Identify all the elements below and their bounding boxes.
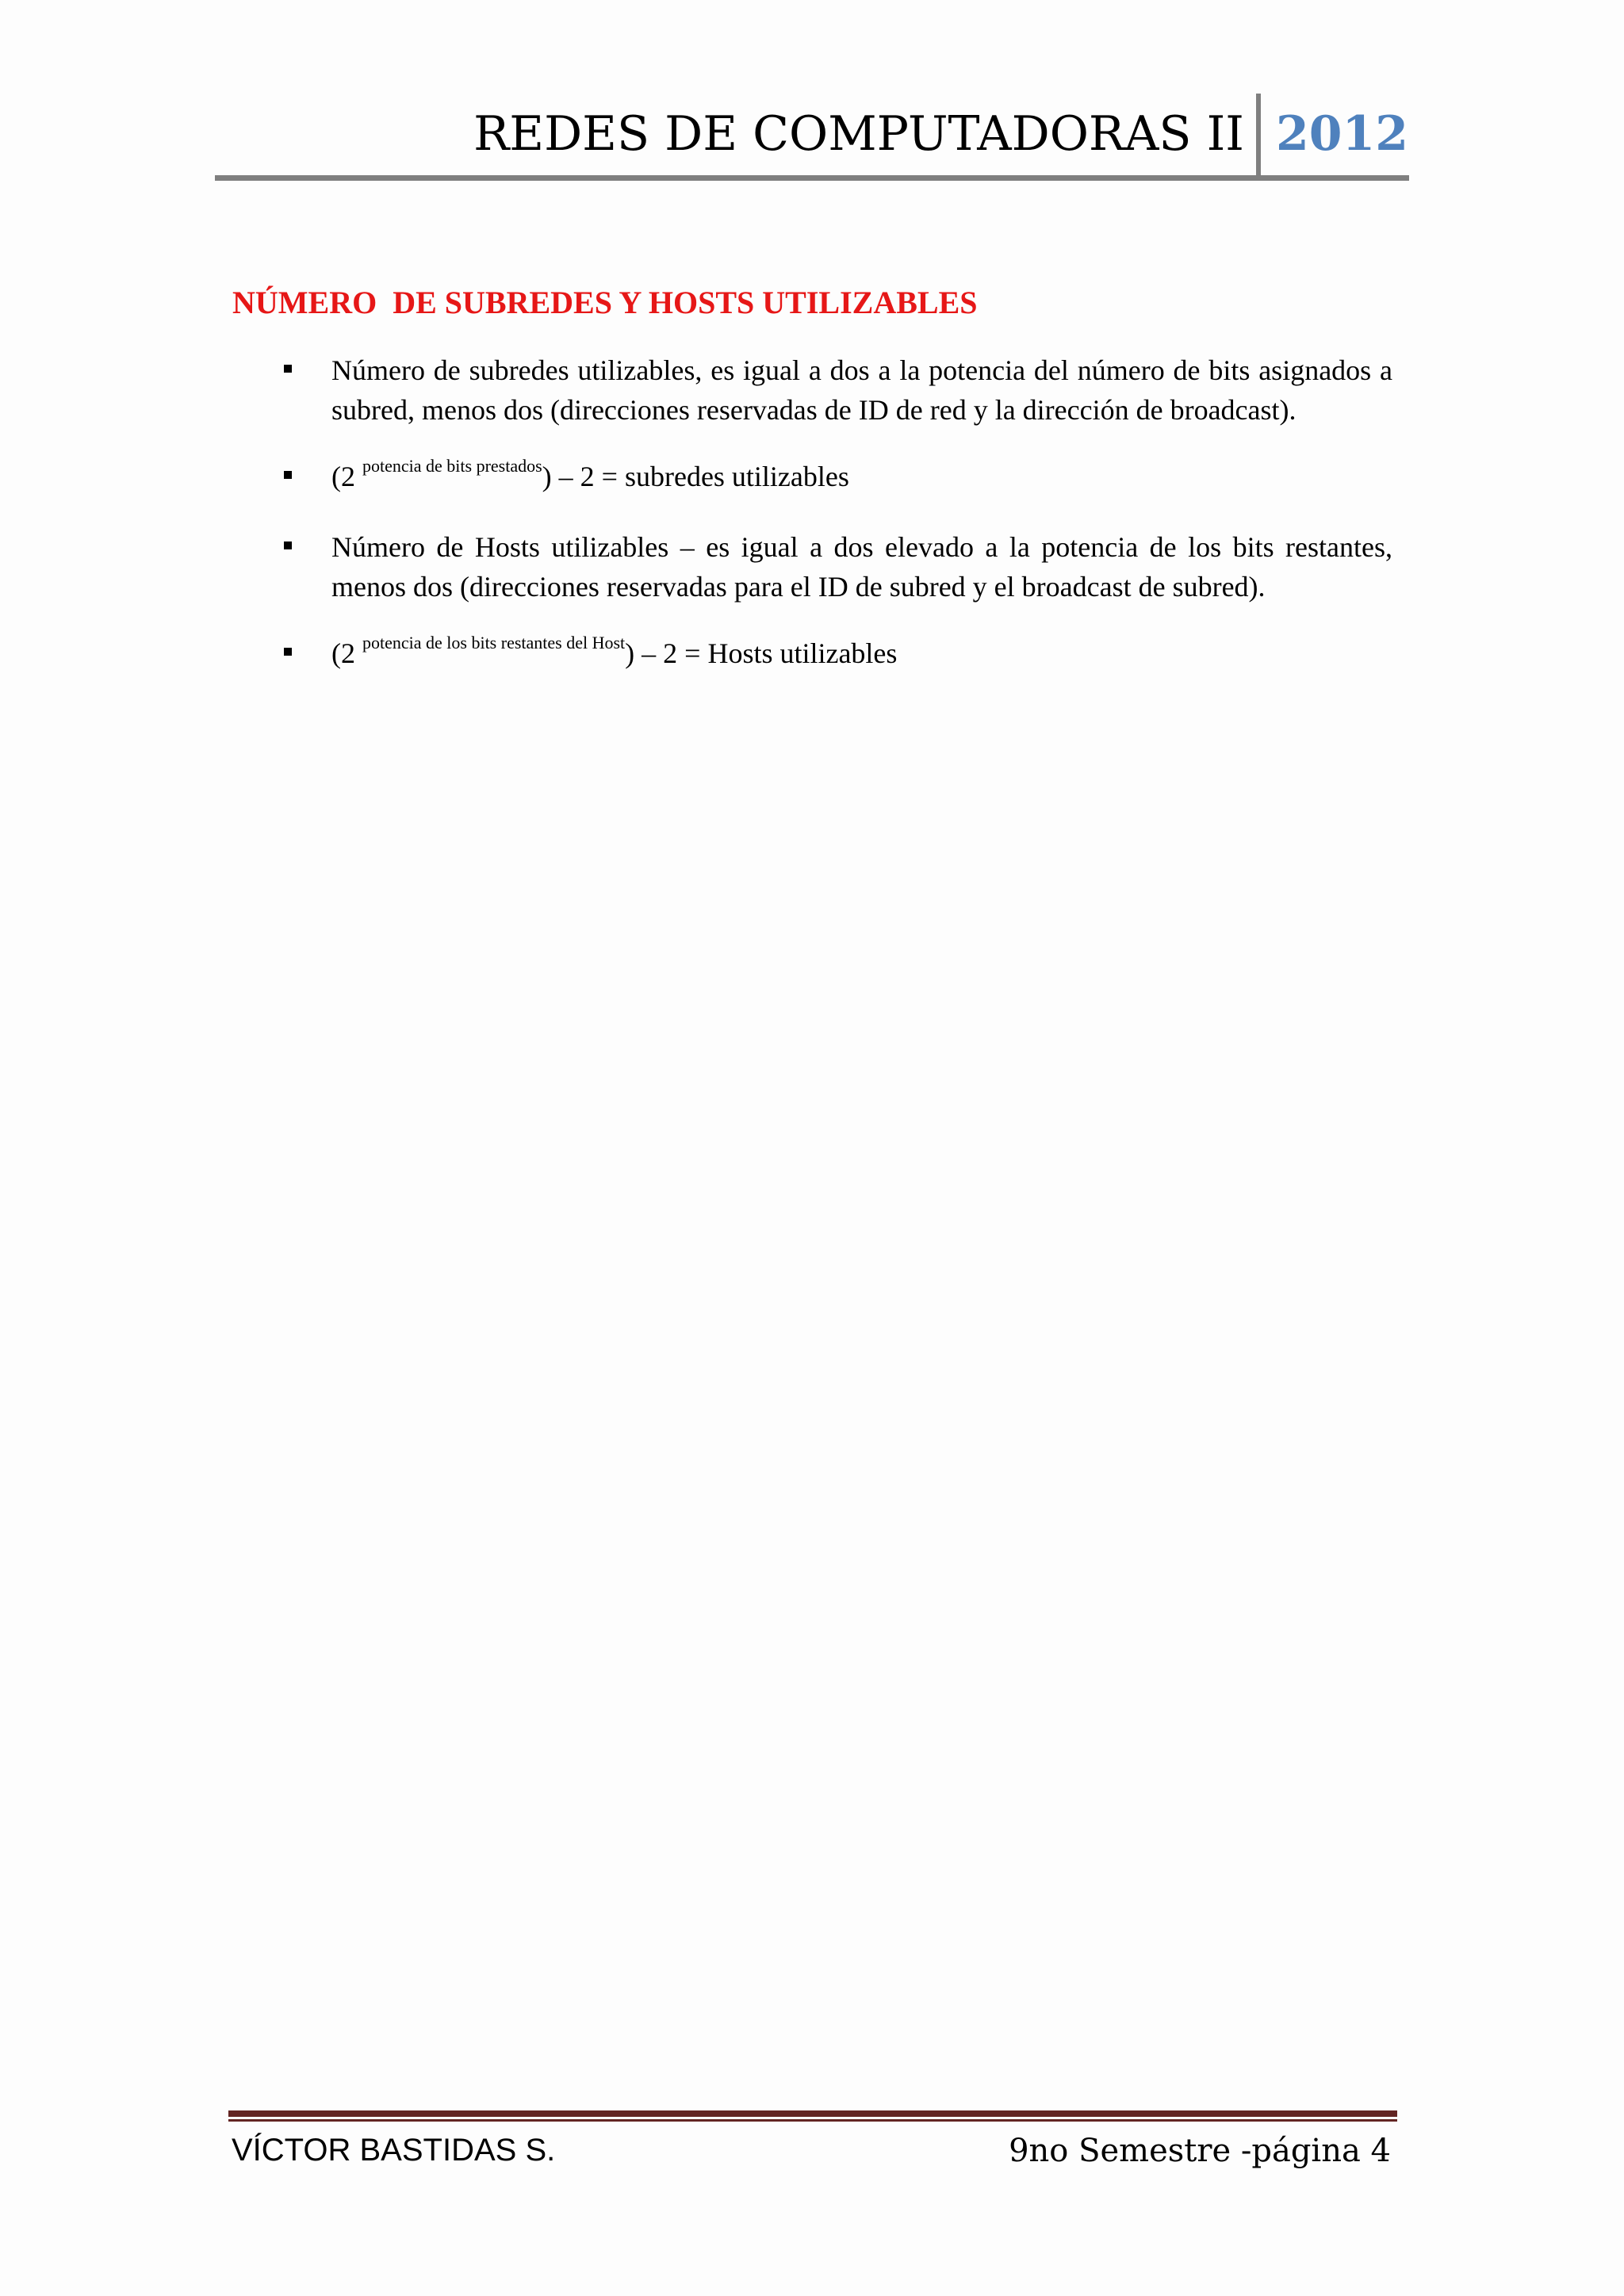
footer-author: VÍCTOR BASTIDAS S. [232,2133,556,2168]
footer-page-info: 9no Semestre -página 4 [1009,2133,1391,2169]
list-item [284,350,1392,430]
list-item [284,633,1392,677]
bullet-list [284,350,1392,704]
square-bullet-icon [284,541,292,549]
header-year: 2012 [1276,106,1408,162]
square-bullet-icon [284,471,292,479]
formula-superscript: potencia de bits prestados [362,456,542,476]
bullet-text: Número de subredes utilizables, es igual a dos a la potencia del número de bits asignados a subred, menos dos (direcciones reservadas de ID de red y la dirección de broadcast). [331,354,1392,426]
formula-prefix: (2 [331,637,362,669]
bullet-text: Número de Hosts utilizables – es igual a dos elevado a la potencia de los bits restantes, menos dos (direcciones reservadas para el ID de subred y el broadcast de subred). [331,531,1392,603]
footer-rule-thin [228,2119,1397,2122]
formula-prefix: (2 [331,461,362,492]
header-title: REDES DE COMPUTADORAS II [473,106,1244,162]
square-bullet-icon [284,648,292,656]
list-item [284,457,1392,500]
formula-superscript: potencia de los bits restantes del Host [362,633,626,652]
list-item [284,527,1392,607]
header-divider [1256,94,1261,176]
header-rule [215,175,1409,181]
footer-rule [228,2110,1397,2117]
square-bullet-icon [284,365,292,373]
formula-suffix: ) – 2 = subredes utilizables [542,461,849,492]
page-footer [228,2110,1397,2174]
section-title: NÚMERO DE SUBREDES Y HOSTS UTILIZABLES [232,285,978,320]
page-header [215,94,1409,181]
formula-suffix: ) – 2 = Hosts utilizables [625,637,898,669]
